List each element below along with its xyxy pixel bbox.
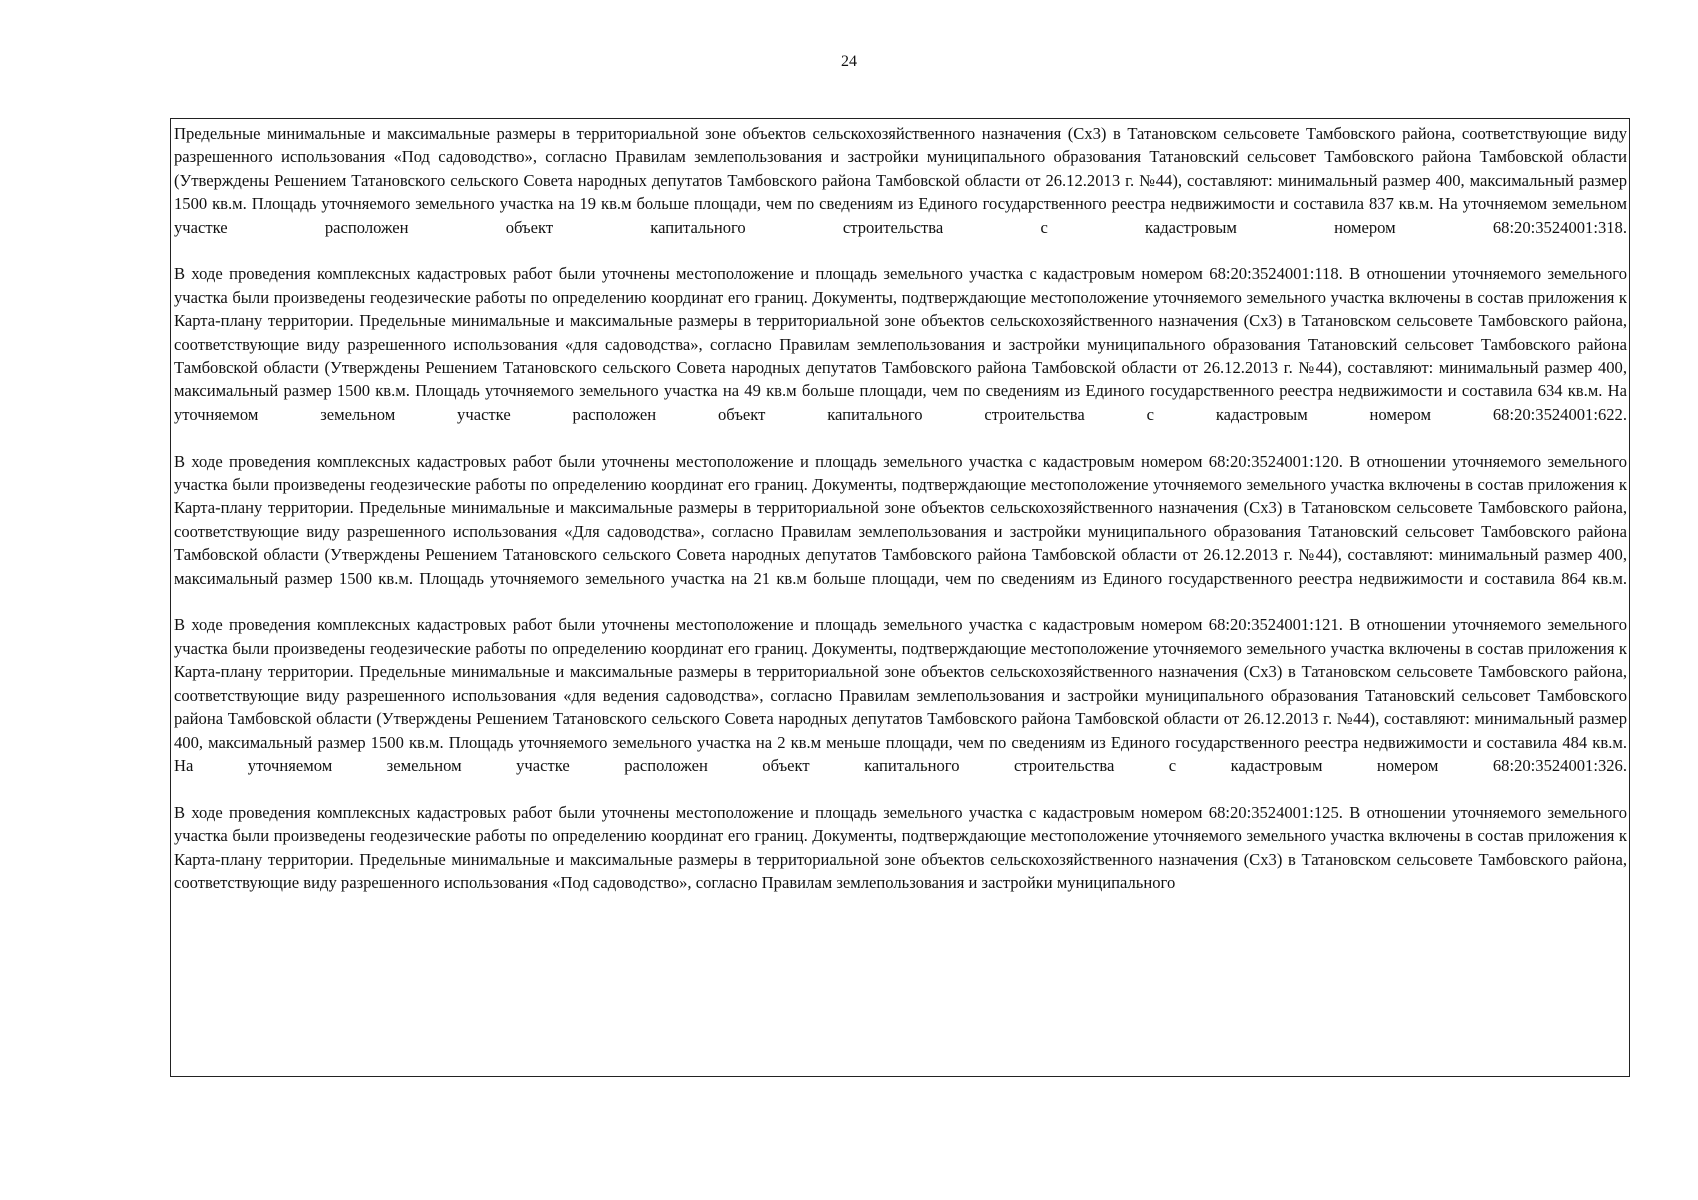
paragraph-5: В ходе проведения комплексных кадастровых работ были уточнены местоположение и площадь земельного участка с кадастровым номером 68:20:3524001:125. В отношении уточняемого земельного участка были произведены геодезические работы по определению координат его границ. Документы, подтверждающие местоположение уточняемого земельного участка включены в состав приложения к Карта-плану территории. Предельные минимальные и максимальные размеры в территориальной зоне объектов сельскохозяйственного назначения (Сх3) в Татановском сельсовете Тамбовского района, соответствующие виду разрешенного использования «Под садоводство», согласно Правилам землепользования и застройки муниципального <box>174 802 1627 892</box>
document-body <box>171 119 1629 894</box>
paragraph-2: В ходе проведения комплексных кадастровых работ были уточнены местоположение и площадь земельного участка с кадастровым номером 68:20:3524001:118. В отношении уточняемого земельного участка были произведены геодезические работы по определению координат его границ. Документы, подтверждающие местоположение уточняемого земельного участка включены в состав приложения к Карта-плану территории. Предельные минимальные и максимальные размеры в территориальной зоне объектов сельскохозяйственного назначения (Сх3) в Татановском сельсовете Тамбовского района, соответствующие виду разрешенного использования «для садоводства», согласно Правилам землепользования и застройки муниципального образования Татановский сельсовет Тамбовского района Тамбовской области (Утверждены Решением Татановского сельского Совета народных депутатов Тамбовского района Тамбовской области от 26.12.2013 г. №44), составляют: минимальный размер 400, максимальный размер 1500 кв.м. Площадь уточняемого земельного участка на 49 кв.м больше площади, чем по сведениям из Единого государственного реестра недвижимости и составила 634 кв.м. На уточняемом земельном участке расположен объект капитального строительства с кадастровым номером 68:20:3524001:622. <box>174 264 1627 424</box>
paragraph-4: В ходе проведения комплексных кадастровых работ были уточнены местоположение и площадь земельного участка с кадастровым номером 68:20:3524001:121. В отношении уточняемого земельного участка были произведены геодезические работы по определению координат его границ. Документы, подтверждающие местоположение уточняемого земельного участка включены в состав приложения к Карта-плану территории. Предельные минимальные и максимальные размеры в территориальной зоне объектов сельскохозяйственного назначения (Сх3) в Татановском сельсовете Тамбовского района, соответствующие виду разрешенного использования «для ведения садоводства», согласно Правилам землепользования и застройки муниципального образования Татановский сельсовет Тамбовского района Тамбовской области (Утверждены Решением Татановского сельского Совета народных депутатов Тамбовского района Тамбовской области от 26.12.2013 г. №44), составляют: минимальный размер 400, максимальный размер 1500 кв.м. Площадь уточняемого земельного участка на 2 кв.м меньше площади, чем по сведениям из Единого государственного реестра недвижимости и составила 484 кв.м. На уточняемом земельном участке расположен объект капитального строительства с кадастровым номером 68:20:3524001:326. <box>174 615 1627 775</box>
paragraph-3: В ходе проведения комплексных кадастровых работ были уточнены местоположение и площадь земельного участка с кадастровым номером 68:20:3524001:120. В отношении уточняемого земельного участка были произведены геодезические работы по определению координат его границ. Документы, подтверждающие местоположение уточняемого земельного участка включены в состав приложения к Карта-плану территории. Предельные минимальные и максимальные размеры в территориальной зоне объектов сельскохозяйственного назначения (Сх3) в Татановском сельсовете Тамбовского района, соответствующие виду разрешенного использования «Для садоводства», согласно Правилам землепользования и застройки муниципального образования Татановский сельсовет Тамбовского района Тамбовской области (Утверждены Решением Татановского сельского Совета народных депутатов Тамбовского района Тамбовской области от 26.12.2013 г. №44), составляют: минимальный размер 400, максимальный размер 1500 кв.м. Площадь уточняемого земельного участка на 21 кв.м больше площади, чем по сведениям из Единого государственного реестра недвижимости и составила 864 кв.м. <box>174 451 1627 588</box>
document-text-box <box>170 118 1630 1077</box>
page-number: 24 <box>841 53 857 70</box>
paragraph-1: Предельные минимальные и максимальные размеры в территориальной зоне объектов сельскохозяйственного назначения (Сх3) в Татановском сельсовете Тамбовского района, соответствующие виду разрешенного использования «Под садоводство», согласно Правилам землепользования и застройки муниципального образования Татановский сельсовет Тамбовского района Тамбовской области (Утверждены Решением Татановского сельского Совета народных депутатов Тамбовского района Тамбовской области от 26.12.2013 г. №44), составляют: минимальный размер 400, максимальный размер 1500 кв.м. Площадь уточняемого земельного участка на 19 кв.м больше площади, чем по сведениям из Единого государственного реестра недвижимости и составила 837 кв.м. На уточняемом земельном участке расположен объект капитального строительства с кадастровым номером 68:20:3524001:318. <box>174 124 1627 237</box>
